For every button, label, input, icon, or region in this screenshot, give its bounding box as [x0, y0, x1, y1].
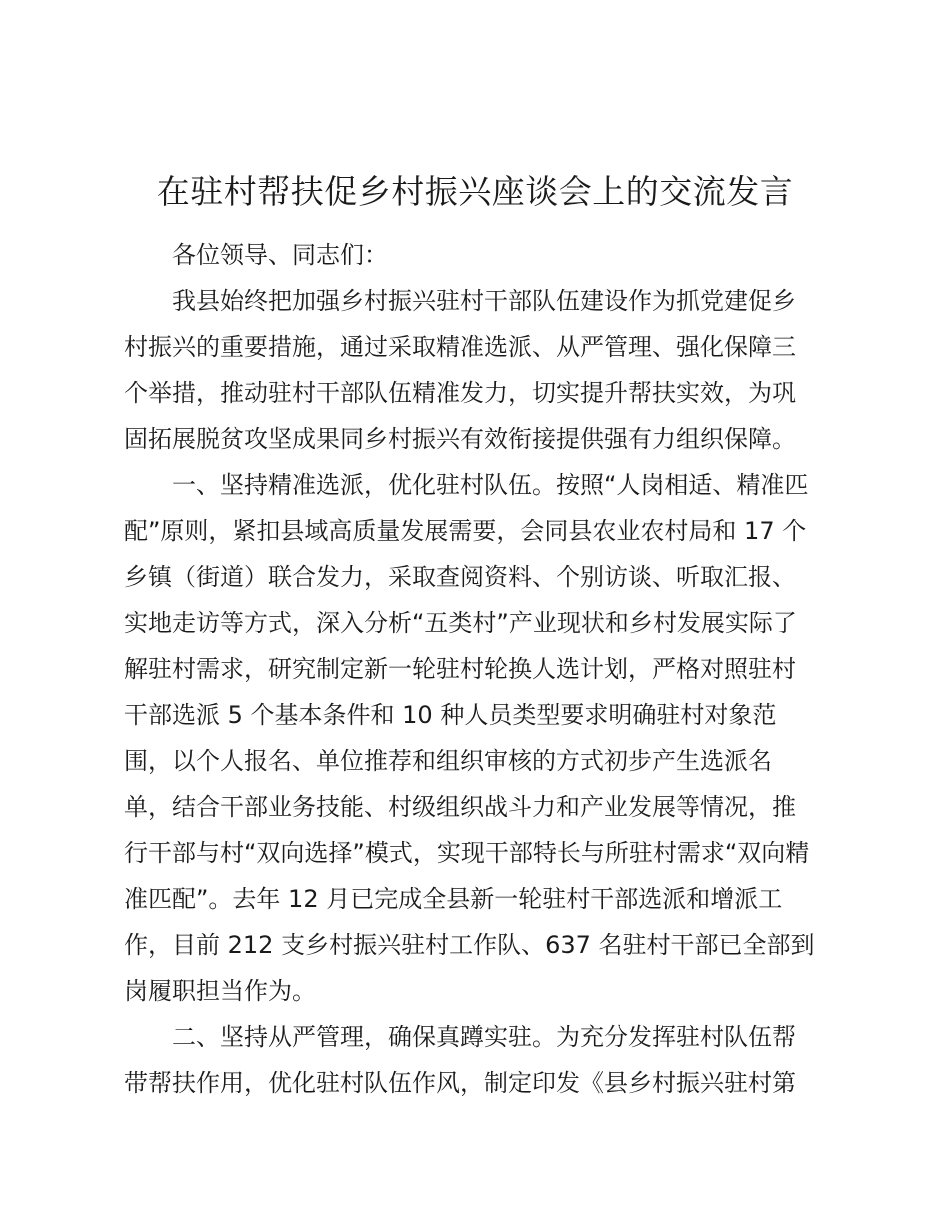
text-line: 行干部与村“双向选择”模式，实现干部特长与所驻村需求“双向精	[124, 839, 810, 867]
text-line: 乡镇（街道）联合发力，采取查阅资料、个别访谈、听取汇报、	[124, 563, 796, 591]
text-line: 干部选派 5 个基本条件和 10 种人员类型要求明确驻村对象范	[124, 701, 777, 729]
text-line: 二、坚持从严管理，确保真蹲实驻。为充分发挥驻村队伍帮	[172, 1023, 796, 1051]
text-line: 配”原则，紧扣县域高质量发展需要，会同县农业农村局和 17 个	[124, 517, 807, 545]
document-body	[124, 232, 844, 1106]
document-title: 在驻村帮扶促乡村振兴座谈会上的交流发言	[156, 172, 794, 211]
text-line: 单，结合干部业务技能、村级组织战斗力和产业发展等情况，推	[124, 793, 796, 821]
text-line: 个举措，推动驻村干部队伍精准发力，切实提升帮扶实效，为巩	[124, 379, 796, 407]
text-line: 带帮扶作用，优化驻村队伍作风，制定印发《县乡村振兴驻村第	[124, 1069, 796, 1097]
text-line: 村振兴的重要措施，通过采取精准选派、从严管理、强化保障三	[124, 333, 796, 361]
text-line: 准匹配”。去年 12 月已完成全县新一轮驻村干部选派和增派工	[124, 885, 783, 913]
text-line: 围，以个人报名、单位推荐和组织审核的方式初步产生选派名	[124, 747, 772, 775]
text-line: 一、坚持精准选派，优化驻村队伍。按照“人岗相适、精准匹	[172, 471, 809, 499]
text-line: 实地走访等方式，深入分析“五类村”产业现状和乡村发展实际了	[124, 609, 797, 637]
text-line: 固拓展脱贫攻坚成果同乡村振兴有效衔接提供强有力组织保障。	[124, 425, 796, 453]
text-line: 作，目前 212 支乡村振兴驻村工作队、637 名驻村干部已全部到	[124, 931, 815, 959]
text-line: 岗履职担当作为。	[124, 977, 316, 1005]
text-line: 我县始终把加强乡村振兴驻村干部队伍建设作为抓党建促乡	[172, 287, 796, 315]
text-line: 各位领导、同志们：	[172, 241, 388, 269]
text-line: 解驻村需求，研究制定新一轮驻村轮换人选计划，严格对照驻村	[124, 655, 796, 683]
